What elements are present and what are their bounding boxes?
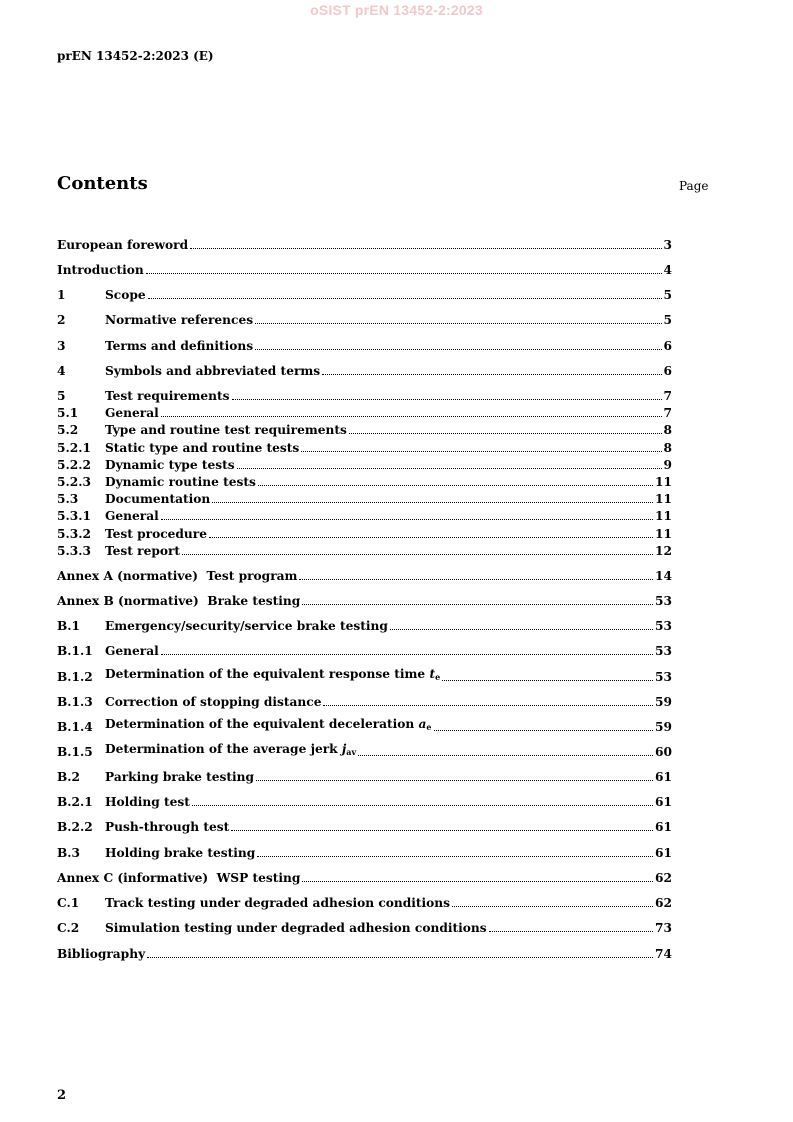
toc-entry-title: [105, 895, 450, 911]
toc-entry-page: 53: [655, 644, 672, 658]
toc-entry-page: 8: [663, 423, 672, 437]
toc-entry-page: 5: [663, 313, 672, 327]
toc-entry-title-text: Simulation testing under degraded adhesion conditions: [105, 921, 487, 935]
toc-entry-title: [105, 794, 190, 810]
toc-entry-title-text: Determination of the average jerk: [105, 742, 342, 756]
toc-entry-title-text: Annex A (normative) Test program: [57, 569, 298, 583]
dot-leader: [146, 273, 662, 274]
dot-leader: [257, 856, 653, 857]
math-subscript: av: [346, 747, 357, 757]
math-symbol: j: [341, 742, 347, 756]
toc-entry[interactable]: [57, 870, 672, 886]
toc-entry[interactable]: [57, 543, 672, 559]
dot-leader: [302, 604, 653, 605]
toc-entry-page: 9: [663, 458, 672, 472]
toc-entry-page: 6: [663, 364, 672, 378]
toc-entry-title: [105, 440, 299, 456]
page-title: Contents: [57, 173, 148, 194]
toc-entry-page: 61: [655, 770, 672, 784]
toc-entry-number: B.1.3: [57, 695, 93, 709]
toc-entry-title: [105, 643, 159, 659]
toc-entry-title: [57, 237, 188, 253]
toc-entry-title-text: Correction of stopping distance: [105, 695, 322, 709]
dot-leader: [147, 957, 653, 958]
toc-entry[interactable]: [57, 593, 672, 609]
toc-entry-title-text: Dynamic type tests: [105, 458, 235, 472]
toc-entry-number: 5.1: [57, 406, 79, 420]
dot-leader: [390, 629, 653, 630]
dot-leader: [255, 349, 661, 350]
dot-leader: [442, 680, 653, 681]
toc-entry[interactable]: [57, 422, 672, 438]
toc-entry[interactable]: [57, 457, 672, 473]
toc-entry-title: [105, 405, 159, 421]
toc-entry-page: 59: [655, 695, 672, 709]
toc-entry-title: [105, 694, 321, 710]
toc-entry[interactable]: [57, 388, 672, 404]
toc-entry-title: [57, 262, 144, 278]
dot-leader: [256, 780, 653, 781]
toc-entry-title-text: Scope: [105, 288, 146, 302]
math-symbol: t: [429, 667, 436, 681]
toc-entry-page: 6: [663, 339, 672, 353]
toc-entry-number: B.2.1: [57, 795, 93, 809]
toc-entry-page: 61: [655, 820, 672, 834]
dot-leader: [161, 654, 653, 655]
document-id: prEN 13452-2:2023 (E): [57, 49, 214, 63]
toc-entry-title: [105, 543, 180, 559]
toc-entry-title-text: Holding brake testing: [105, 846, 256, 860]
toc-entry-title: [105, 363, 320, 379]
toc-entry-title: [105, 920, 487, 936]
toc-entry-title: [57, 946, 145, 962]
toc-entry[interactable]: [57, 794, 672, 810]
toc-entry-page: 62: [655, 871, 672, 885]
toc-entry-page: 12: [655, 544, 672, 558]
toc-entry-title: [105, 457, 235, 473]
toc-entry-title-text: Emergency/security/service brake testing: [105, 619, 388, 633]
toc-entry[interactable]: [57, 491, 672, 507]
dot-leader: [322, 374, 661, 375]
toc-entry-number: C.1: [57, 896, 80, 910]
toc-entry-number: B.1.5: [57, 745, 93, 759]
toc-entry-number: 5.2.2: [57, 458, 91, 472]
toc-entry-title-text: Holding test: [105, 795, 190, 809]
dot-leader: [192, 805, 653, 806]
toc-entry[interactable]: [57, 440, 672, 456]
toc-entry-title: [105, 508, 159, 524]
toc-entry-title: [105, 422, 347, 438]
toc-entry-title: [105, 312, 253, 328]
toc-entry-title-text: Test procedure: [105, 527, 207, 541]
toc-entry-title: [105, 474, 256, 490]
toc-entry-number: 5.2.3: [57, 475, 91, 489]
toc-entry-title-text: European foreword: [57, 238, 189, 252]
toc-entry-title: [105, 741, 356, 760]
toc-entry-page: 59: [655, 720, 672, 734]
dot-leader: [489, 931, 653, 932]
math-subscript: e: [435, 672, 441, 682]
dot-leader: [434, 730, 654, 731]
dot-leader: [349, 433, 662, 434]
dot-leader: [231, 830, 653, 831]
toc-entry[interactable]: [57, 895, 672, 911]
toc-entry[interactable]: [57, 287, 672, 303]
toc-entry[interactable]: [57, 643, 672, 659]
toc-entry[interactable]: [57, 769, 672, 785]
dot-leader: [323, 705, 653, 706]
toc-entry[interactable]: [57, 819, 672, 835]
toc-entry-title-text: Bibliography: [57, 947, 146, 961]
toc-entry[interactable]: [57, 262, 672, 278]
toc-entry[interactable]: [57, 568, 672, 584]
toc-entry-title: [105, 388, 230, 404]
toc-entry-page: 11: [655, 509, 672, 523]
toc-entry-number: C.2: [57, 921, 80, 935]
toc-entry[interactable]: [57, 694, 672, 710]
dot-leader: [302, 881, 653, 882]
toc-entry-title: [105, 526, 207, 542]
toc-entry[interactable]: [57, 338, 672, 354]
toc-entry-page: 4: [663, 263, 672, 277]
toc-entry-title-text: General: [105, 406, 159, 420]
toc-entry[interactable]: [57, 508, 672, 524]
dot-leader: [358, 755, 653, 756]
toc-entry-title: [105, 666, 440, 685]
toc-entry-title: [57, 593, 300, 609]
toc-entry-title: [105, 716, 432, 735]
toc-entry-title-text: General: [105, 509, 159, 523]
toc-entry[interactable]: [57, 526, 672, 542]
toc-entry-title-text: Test report: [105, 544, 181, 558]
dot-leader: [452, 906, 653, 907]
toc-entry-title-text: Determination of the equivalent deceleration: [105, 717, 419, 731]
toc-entry-title-text: Annex B (normative) Brake testing: [57, 594, 301, 608]
toc-entry-number: B.2: [57, 770, 81, 784]
toc-entry-title-text: Introduction: [57, 263, 144, 277]
toc-entry[interactable]: [57, 669, 672, 685]
toc-entry[interactable]: [57, 237, 672, 253]
dot-leader: [255, 323, 661, 324]
toc-entry-title-text: Test requirements: [105, 389, 230, 403]
toc-entry[interactable]: [57, 744, 672, 760]
dot-leader: [258, 485, 653, 486]
toc-entry-title: [57, 870, 300, 886]
math-symbol: a: [418, 717, 427, 731]
toc-entry[interactable]: [57, 920, 672, 936]
toc-entry[interactable]: [57, 405, 672, 421]
dot-leader: [301, 451, 661, 452]
toc-entry[interactable]: [57, 474, 672, 490]
toc-entry-title-text: Parking brake testing: [105, 770, 255, 784]
toc-entry-title-text: Determination of the equivalent response time: [105, 667, 430, 681]
toc-entry-page: 61: [655, 846, 672, 860]
toc-entry-page: 53: [655, 619, 672, 633]
toc-entry-number: B.1.4: [57, 720, 93, 734]
toc-entry-number: 5.2.1: [57, 441, 91, 455]
toc-entry-number: B.2.2: [57, 820, 93, 834]
page-number: 2: [57, 1088, 67, 1103]
toc-entry-page: 73: [655, 921, 672, 935]
toc-entry-title: [105, 845, 255, 861]
toc-entry-page: 5: [663, 288, 672, 302]
toc-entry-title-text: Push-through test: [105, 820, 230, 834]
toc-entry-title: [105, 618, 388, 634]
toc-entry-number: 3: [57, 339, 66, 353]
toc-entry-title-text: Documentation: [105, 492, 211, 506]
toc-entry-number: 5.3.3: [57, 544, 91, 558]
toc-entry-page: 7: [663, 406, 672, 420]
toc-entry-title-text: Normative references: [105, 313, 254, 327]
toc-entry-title-text: General: [105, 644, 159, 658]
toc-entry-number: 5.3.2: [57, 527, 91, 541]
toc-entry-page: 53: [655, 670, 672, 684]
toc-entry-title-text: Track testing under degraded adhesion conditions: [105, 896, 450, 910]
toc-entry-title: [105, 769, 254, 785]
toc-entry-title-text: Annex C (informative) WSP testing: [57, 871, 301, 885]
toc-entry-title: [105, 491, 210, 507]
toc-entry-number: B.1.1: [57, 644, 93, 658]
toc-entry-page: 11: [655, 475, 672, 489]
toc-entry-page: 53: [655, 594, 672, 608]
toc-entry-page: 60: [655, 745, 672, 759]
dot-leader: [212, 502, 653, 503]
dot-leader: [299, 579, 653, 580]
toc-entry-number: 5.3: [57, 492, 79, 506]
watermark: oSIST prEN 13452-2:2023: [310, 2, 483, 18]
math-subscript: e: [426, 722, 432, 732]
toc-entry-title-text: Type and routine test requirements: [105, 423, 347, 437]
page-column-label: Page: [679, 179, 709, 193]
toc-entry[interactable]: [57, 363, 672, 379]
toc-entry-number: 2: [57, 313, 66, 327]
dot-leader: [182, 554, 653, 555]
toc-entry-title-text: Dynamic routine tests: [105, 475, 256, 489]
toc-entry-page: 74: [655, 947, 672, 961]
toc-entry-title-text: Symbols and abbreviated terms: [105, 364, 321, 378]
toc-entry-number: B.1.2: [57, 670, 93, 684]
toc-entry-title: [105, 338, 253, 354]
toc-entry-number: B.1: [57, 619, 81, 633]
toc-entry-title-text: Terms and definitions: [105, 339, 254, 353]
dot-leader: [161, 416, 662, 417]
toc-entry-number: 5.3.1: [57, 509, 91, 523]
dot-leader: [209, 537, 653, 538]
toc-entry-page: 14: [655, 569, 672, 583]
toc-entry-number: 1: [57, 288, 66, 302]
dot-leader: [161, 519, 653, 520]
toc-entry-number: B.3: [57, 846, 81, 860]
toc-entry-number: 5: [57, 389, 66, 403]
dot-leader: [232, 399, 662, 400]
toc-entry-title: [105, 819, 229, 835]
dot-leader: [148, 298, 662, 299]
toc-entry-number: 4: [57, 364, 66, 378]
dot-leader: [237, 468, 662, 469]
toc-entry-page: 8: [663, 441, 672, 455]
toc-entry-number: 5.2: [57, 423, 79, 437]
toc-entry-page: 3: [663, 238, 672, 252]
toc-entry-title: [57, 568, 297, 584]
toc-entry-page: 61: [655, 795, 672, 809]
toc-entry-page: 7: [663, 389, 672, 403]
toc-entry-title: [105, 287, 146, 303]
toc-entry-page: 11: [655, 527, 672, 541]
toc-entry[interactable]: [57, 312, 672, 328]
toc-entry[interactable]: [57, 618, 672, 634]
toc-entry-page: 62: [655, 896, 672, 910]
toc-entry-title-text: Static type and routine tests: [105, 441, 300, 455]
dot-leader: [190, 248, 661, 249]
toc-entry[interactable]: [57, 845, 672, 861]
toc-entry[interactable]: [57, 946, 672, 962]
toc-entry[interactable]: [57, 719, 672, 735]
toc-entry-page: 11: [655, 492, 672, 506]
